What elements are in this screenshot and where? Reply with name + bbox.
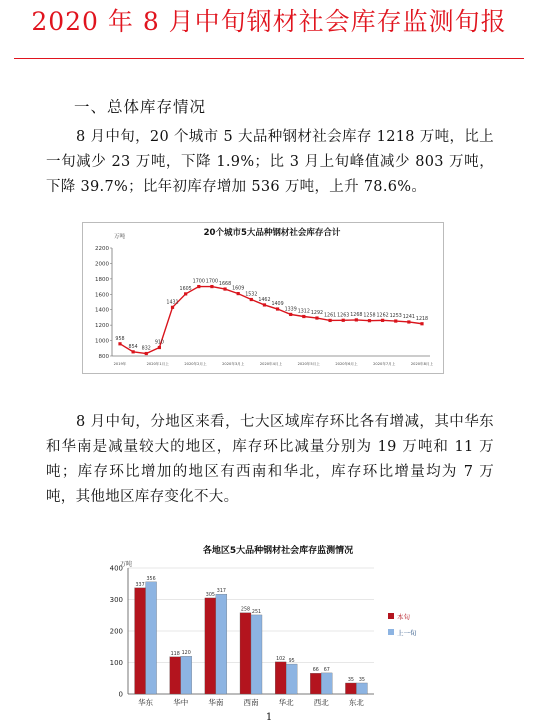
line-chart-point <box>132 350 135 353</box>
line-chart-data-label: 1431 <box>166 300 179 306</box>
bar-chart-category-label: 西北 <box>313 698 329 707</box>
title-rule <box>14 58 524 59</box>
bar-chart-category-label: 华中 <box>173 698 189 707</box>
bar-chart-legend-label: 本旬 <box>397 613 410 621</box>
line-chart-x-tick-label: 2019年 <box>113 362 127 366</box>
bar-chart <box>92 540 444 710</box>
bar-chart-data-label: 251 <box>251 609 262 615</box>
bar-chart-unit: 万吨 <box>120 561 133 568</box>
bar-chart-data-label: 66 <box>312 668 319 674</box>
line-chart-data-label: 832 <box>141 346 151 352</box>
line-chart-point <box>158 346 161 349</box>
line-chart-data-label: 1700 <box>205 279 219 285</box>
line-chart-title: 20个城市5大品种钢材社会库存合计 <box>203 228 341 238</box>
bar-chart-bar <box>170 657 181 694</box>
line-chart-data-label: 1532 <box>245 292 258 298</box>
line-chart-data-label: 1241 <box>402 314 415 320</box>
line-chart-x-tick-label: 2020年7月上 <box>373 362 396 366</box>
line-chart-data-label: 854 <box>128 344 138 350</box>
line-chart-point <box>237 292 240 295</box>
line-chart-point <box>328 319 331 322</box>
line-chart-y-tick-label: 1200 <box>95 323 109 330</box>
bar-chart-bar <box>310 673 321 694</box>
line-chart-data-label: 910 <box>154 340 164 346</box>
bar-chart-data-label: 118 <box>170 651 180 657</box>
bar-chart-bar <box>181 656 192 694</box>
line-chart-point <box>355 318 358 321</box>
bar-chart-bar <box>216 594 227 694</box>
line-chart-y-tick-label: 1400 <box>95 307 109 314</box>
line-chart-data-label: 1312 <box>297 309 310 315</box>
line-chart-data-label: 1609 <box>232 286 245 292</box>
line-chart-point <box>197 285 200 288</box>
line-chart-point <box>381 319 384 322</box>
line-chart-y-tick-label: 1600 <box>95 292 109 299</box>
line-chart-data-label: 1263 <box>337 313 350 319</box>
bar-chart-category-label: 华东 <box>138 698 154 707</box>
line-chart-data-label: 1253 <box>389 314 402 320</box>
bar-chart-data-label: 120 <box>181 651 191 657</box>
line-chart-point <box>145 352 148 355</box>
bar-chart-bar <box>356 683 367 694</box>
bar-chart-legend-swatch <box>388 629 394 635</box>
line-chart-y-tick-label: 2000 <box>95 261 109 268</box>
line-chart-data-label: 1605 <box>179 286 192 292</box>
bar-chart-title: 各地区5大品种钢材社会库存监测情况 <box>202 546 354 556</box>
line-chart-x-tick-label: 2020年3月上 <box>222 362 245 366</box>
line-chart-point <box>368 319 371 322</box>
section-heading: 一、总体库存情况 <box>74 98 207 116</box>
bar-chart-data-label: 35 <box>347 677 354 683</box>
bar-chart-data-label: 356 <box>146 576 156 582</box>
line-chart-y-tick-label: 800 <box>98 354 109 360</box>
line-chart-point <box>171 306 174 309</box>
line-chart-data-label: 1668 <box>218 282 232 288</box>
bar-chart-data-label: 305 <box>205 592 215 598</box>
line-chart-point <box>342 319 345 322</box>
line-chart-data-label: 1218 <box>415 316 429 322</box>
bar-chart-y-tick-label: 200 <box>109 627 123 636</box>
line-chart-data-label: 1258 <box>363 313 376 319</box>
line-chart-data-label: 1261 <box>323 313 337 319</box>
line-chart-point <box>407 320 410 323</box>
line-chart-point <box>420 322 423 325</box>
line-chart-data-label: 958 <box>115 336 125 342</box>
paragraph-regional: 8 月中旬，分地区来看，七大区域库存环比各有增减，其中华东和华南是减量较大的地区，库存环比减量分别为 19 万吨和 11 万吨；库存环比增加的地区有西南和华北，库存环比增量均为 7 万吨，其他地区库存变化不大。 <box>46 414 494 505</box>
line-chart-y-tick-label: 1000 <box>95 338 109 345</box>
line-chart-point <box>118 342 121 345</box>
line-chart-point <box>210 285 213 288</box>
line-chart-data-label: 1292 <box>310 311 324 317</box>
bar-chart-bar <box>321 673 332 694</box>
bar-chart-data-label: 67 <box>323 667 330 673</box>
line-chart <box>82 222 444 374</box>
line-chart-unit: 万吨 <box>114 234 126 240</box>
bar-chart-category-label: 华南 <box>208 698 224 707</box>
line-chart-x-tick-label: 2020年5月上 <box>297 362 320 366</box>
line-chart-x-tick-label: 2020年2月上 <box>184 362 207 366</box>
line-chart-point <box>276 307 279 310</box>
bar-chart-category-label: 西南 <box>243 698 259 707</box>
bar-chart-bar <box>275 662 286 694</box>
line-chart-point <box>263 303 266 306</box>
line-chart-x-tick-label: 2020年4月上 <box>259 362 283 366</box>
line-chart-point <box>302 315 305 318</box>
bar-chart-data-label: 317 <box>216 589 226 595</box>
bar-chart-category-label: 东北 <box>348 698 364 707</box>
bar-chart-bar <box>135 588 146 694</box>
bar-chart-bar <box>205 598 216 694</box>
paragraph-summary: 8 月中旬，20 个城市 5 大品种钢材社会库存 1218 万吨，比上一旬减少 23 万吨，下降 1.9%；比 3 月上旬峰值减少 803 万吨，下降 39.7%；比年初库存增加 536 万吨，上升 78.6%。 <box>46 129 494 195</box>
line-chart-data-label: 1339 <box>284 307 297 313</box>
line-chart-y-tick-label: 1800 <box>95 276 109 283</box>
line-chart-data-label: 1268 <box>350 312 363 318</box>
line-chart-point <box>184 292 187 295</box>
line-chart-y-tick-label: 2200 <box>95 246 109 252</box>
bar-chart-bar <box>240 613 251 694</box>
line-chart-x-tick-label: 2020年8月上 <box>410 362 434 366</box>
bar-chart-category-label: 华北 <box>278 698 294 707</box>
document-title: 2020 年 8 月中旬钢材社会库存监测旬报 <box>31 7 507 36</box>
line-chart-point <box>394 319 397 322</box>
bar-chart-legend-label: 上一旬 <box>397 629 417 637</box>
bar-chart-data-label: 258 <box>240 607 251 613</box>
bar-chart-bar <box>146 582 157 694</box>
line-chart-point <box>250 298 253 301</box>
bar-chart-bar <box>345 683 356 694</box>
line-chart-x-tick-label: 2020年1月上 <box>146 362 169 366</box>
bar-chart-y-tick-label: 400 <box>109 564 123 573</box>
bar-chart-bar <box>286 664 297 694</box>
bar-chart-legend-swatch <box>388 613 394 619</box>
bar-chart-data-label: 102 <box>276 656 286 662</box>
line-chart-point <box>223 287 226 290</box>
line-chart-point <box>289 313 292 316</box>
bar-chart-data-label: 35 <box>358 677 365 683</box>
line-chart-data-label: 1700 <box>192 279 205 285</box>
line-chart-data-label: 1409 <box>271 302 284 308</box>
line-chart-x-tick-label: 2020年6月上 <box>335 362 358 366</box>
bar-chart-data-label: 337 <box>135 582 145 588</box>
line-chart-point <box>315 316 318 319</box>
bar-chart-y-tick-label: 300 <box>109 596 123 604</box>
bar-chart-bar <box>251 615 262 694</box>
line-chart-data-label: 1262 <box>376 313 389 319</box>
page-number: 1 <box>265 712 273 723</box>
bar-chart-data-label: 95 <box>288 659 295 665</box>
line-chart-data-label: 1462 <box>258 297 271 303</box>
bar-chart-y-tick-label: 100 <box>109 659 123 667</box>
bar-chart-y-tick-label: 0 <box>118 690 123 699</box>
